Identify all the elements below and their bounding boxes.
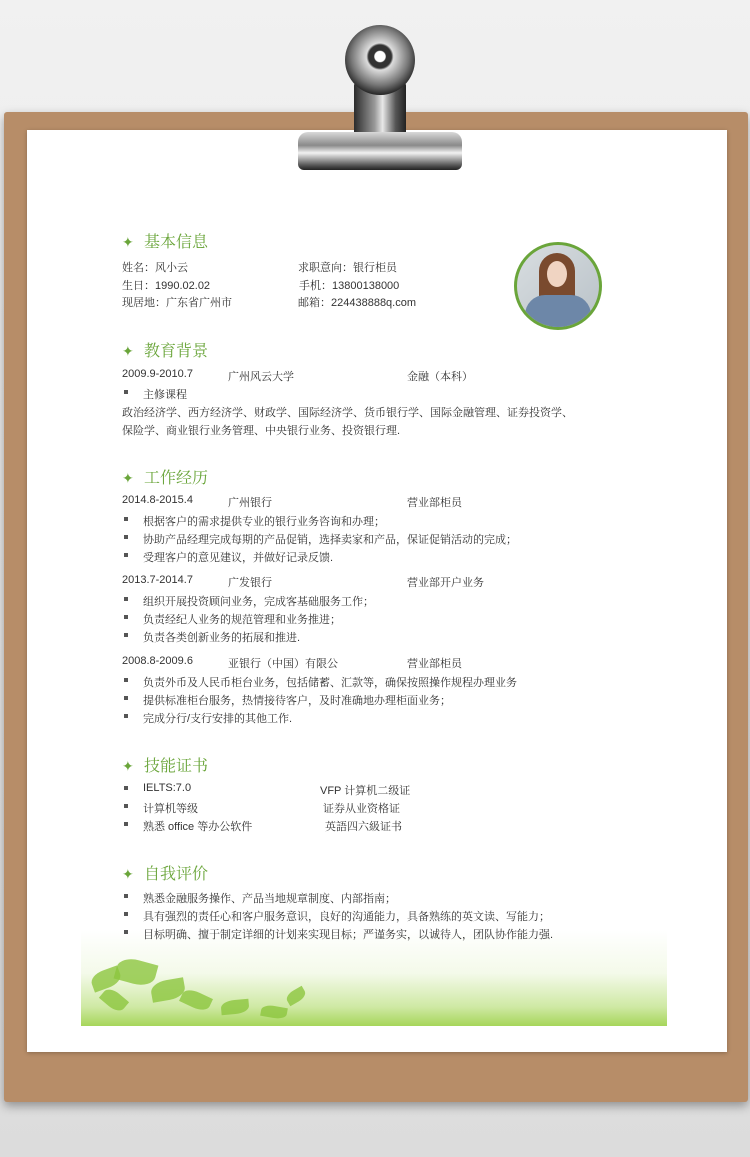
sparkle-icon: ✦ <box>122 234 134 250</box>
sparkle-icon: ✦ <box>122 866 134 882</box>
avatar <box>514 242 602 330</box>
work-duty: 负责经纪人业务的规范管理和业务推进； <box>143 614 341 626</box>
birth-field: 生日：1990.02.02 <box>122 280 211 292</box>
section-self-evaluation <box>122 861 208 884</box>
work-company: 广州银行 <box>228 497 272 509</box>
certificate-item: 证券从业资格证 <box>323 803 400 815</box>
skill-item: 计算机等级 <box>143 803 198 815</box>
sparkle-icon: ✦ <box>122 470 134 486</box>
bullet-icon <box>124 597 128 601</box>
courses-line: 政治经济学、西方经济学、财政学、国际经济学、货币银行学、国际金融管理、证券投资学、 <box>122 407 573 419</box>
work-duty: 提供标准柜台服务，热情接待客户，及时准确地办理柜面业务； <box>143 695 451 707</box>
certificate-item: VFP 计算机二级证 <box>320 785 411 797</box>
education-school: 广州风云大学 <box>228 371 294 383</box>
bullet-icon <box>124 553 128 557</box>
bullet-icon <box>124 517 128 521</box>
section-title: 教育背景 <box>144 343 209 360</box>
bullet-icon <box>124 633 128 637</box>
skill-item: IELTS:7.0 <box>143 782 192 794</box>
sparkle-icon: ✦ <box>122 343 134 359</box>
courses-label: 主修课程 <box>143 389 187 401</box>
work-duty: 完成分行/支行安排的其他工作. <box>143 713 293 725</box>
objective-field: 求职意向：银行柜员 <box>298 262 397 274</box>
work-duty: 根据客户的需求提供专业的银行业务咨询和办理； <box>143 516 385 528</box>
sparkle-icon: ✦ <box>122 758 134 774</box>
work-company: 广发银行 <box>228 577 272 589</box>
bullet-icon <box>124 804 128 808</box>
skill-item: 熟悉 office 等办公软件 <box>143 821 253 833</box>
certificate-item: 英語四六級证书 <box>325 821 402 833</box>
work-company: 亚银行（中国）有限公 <box>228 658 338 670</box>
phone-field: 手机：13800138000 <box>299 280 400 292</box>
bullet-icon <box>124 894 128 898</box>
section-work <box>122 465 208 488</box>
bullet-icon <box>124 930 128 934</box>
bullet-icon <box>124 696 128 700</box>
courses-line: 保险学、商业银行业务管理、中央银行业务、投资银行理. <box>122 425 401 437</box>
leaf-decoration-band <box>81 930 667 1026</box>
email-field: 邮箱：224438888q.com <box>298 297 417 309</box>
education-period: 2009.9-2010.7 <box>122 368 193 380</box>
section-title: 自我评价 <box>144 866 209 883</box>
bullet-icon <box>124 390 128 394</box>
work-duty: 协助产品经理完成每期的产品促销，选择卖家和产品，保证促销活动的完成； <box>143 534 517 546</box>
bullet-icon <box>124 912 128 916</box>
work-period: 2008.8-2009.6 <box>122 655 193 667</box>
binder-clip-ring <box>345 25 415 95</box>
location-field: 现居地：广东省广州市 <box>122 297 232 309</box>
work-role: 营业部柜员 <box>407 658 462 670</box>
self-evaluation-item: 具有强烈的责任心和客户服务意识，良好的沟通能力，具备熟练的英文读、写能力； <box>143 911 550 923</box>
work-period: 2014.8-2015.4 <box>122 494 193 506</box>
bullet-icon <box>124 822 128 826</box>
self-evaluation-item: 目标明确、擅于制定详细的计划来实现目标；严谨务实，以诚待人，团队协作能力强. <box>143 929 554 941</box>
work-period: 2013.7-2014.7 <box>122 574 193 586</box>
work-duty: 受理客户的意见建议，并做好记录反馈. <box>143 552 334 564</box>
binder-clip <box>298 132 462 170</box>
name-field: 姓名：风小云 <box>122 262 188 274</box>
bullet-icon <box>124 714 128 718</box>
section-title: 工作经历 <box>144 470 209 487</box>
bullet-icon <box>124 678 128 682</box>
bullet-icon <box>124 535 128 539</box>
work-duty: 负责外币及人民币柜台业务，包括储蓄、汇款等，确保按照操作规程办理业务 <box>143 677 517 689</box>
section-education <box>122 338 208 361</box>
work-role: 营业部开户业务 <box>407 577 484 589</box>
education-major: 金融（本科） <box>407 371 473 383</box>
section-basic-info <box>122 229 208 252</box>
bullet-icon <box>124 615 128 619</box>
work-duty: 组织开展投资顾问业务，完成客基础服务工作； <box>143 596 374 608</box>
work-duty: 负责各类创新业务的拓展和推进. <box>143 632 301 644</box>
section-title: 技能证书 <box>144 758 209 775</box>
work-role: 营业部柜员 <box>407 497 462 509</box>
section-title: 基本信息 <box>144 234 209 251</box>
section-skills <box>122 753 208 776</box>
self-evaluation-item: 熟悉金融服务操作、产品当地规章制度、内部指南； <box>143 893 396 905</box>
bullet-icon <box>124 786 128 790</box>
